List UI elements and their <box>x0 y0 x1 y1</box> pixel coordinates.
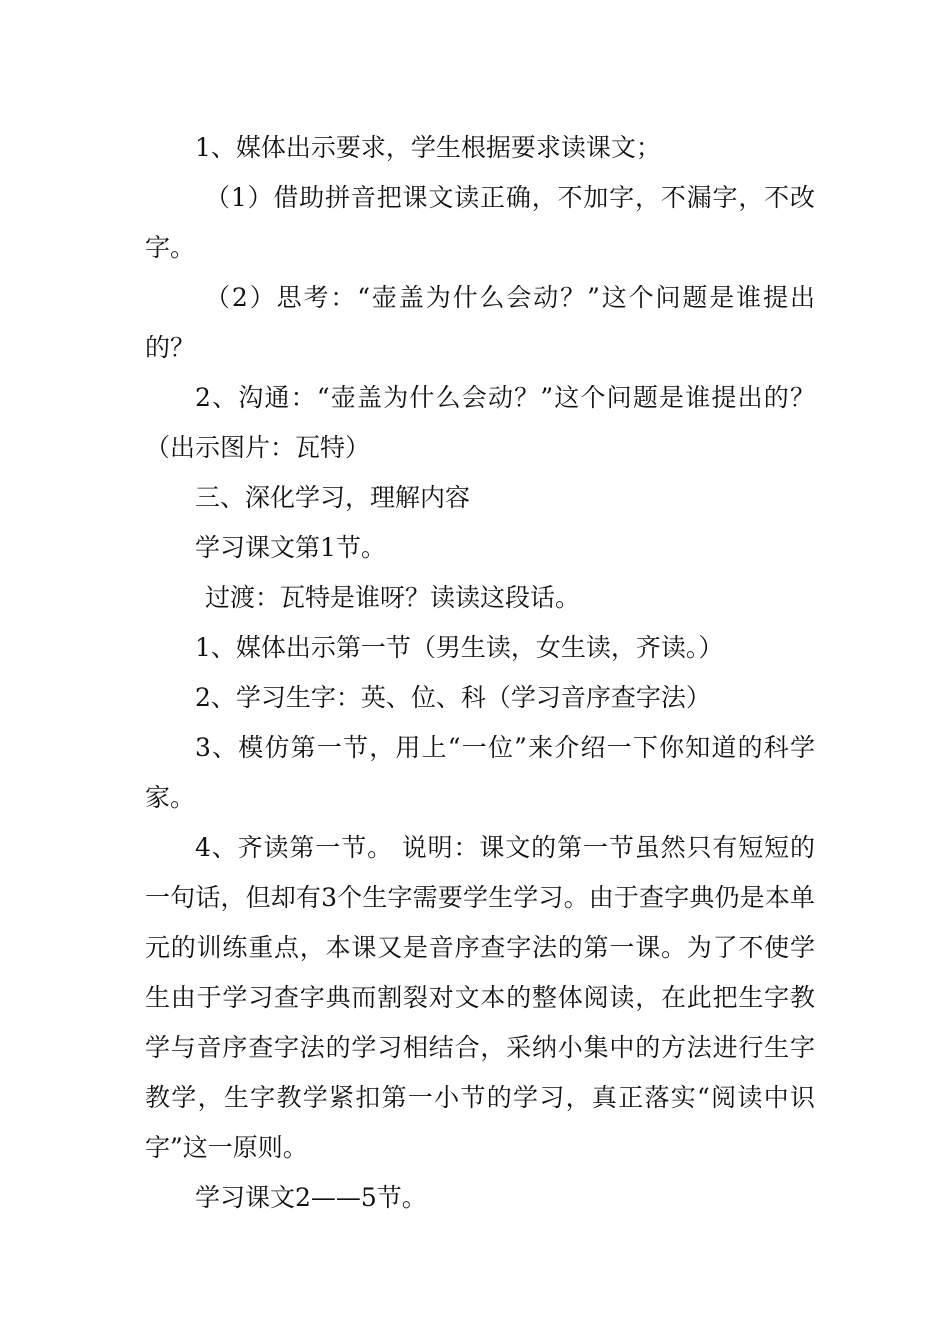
document-body <box>145 123 815 1223</box>
paragraph-7: 过渡：瓦特是谁呀？读读这段话。 <box>205 583 581 612</box>
paragraph-3: （2）思考：“壶盖为什么会动？”这个问题是谁提出的？ <box>145 283 815 362</box>
paragraph-6: 学习课文第1节。 <box>195 533 386 562</box>
paragraph-11: 4、齐读第一节。 说明：课文的第一节虽然只有短短的一句话，但却有3个生字需要学生学习。由于查字典仍是本单元的训练重点，本课又是音序查字法的第一课。为了不使学生由于学习查字典而割裂对文本的整体阅读，在此把生字教学与音序查字法的学习相结合，采纳小集中的方法进行生字教学，生字教学紧扣第一小节的学习，真正落实“阅读中识字”这一原则。 <box>145 833 815 1162</box>
paragraph-12: 学习课文2——5节。 <box>195 1183 427 1212</box>
section-heading: 三、深化学习，理解内容 <box>195 483 471 512</box>
paragraph-1: 1、媒体出示要求，学生根据要求读课文； <box>195 133 661 162</box>
paragraph-4: 2、沟通：“壶盖为什么会动？”这个问题是谁提出的？（出示图片：瓦特） <box>145 383 815 462</box>
paragraph-2: （1）借助拼音把课文读正确，不加字，不漏字，不改字。 <box>145 183 815 262</box>
paragraph-8: 1、媒体出示第一节（男生读，女生读，齐读。） <box>195 633 724 662</box>
paragraph-9: 2、学习生字：英、位、科（学习音序查字法） <box>195 683 711 712</box>
paragraph-10: 3、模仿第一节，用上“一位”来介绍一下你知道的科学家。 <box>145 733 815 812</box>
